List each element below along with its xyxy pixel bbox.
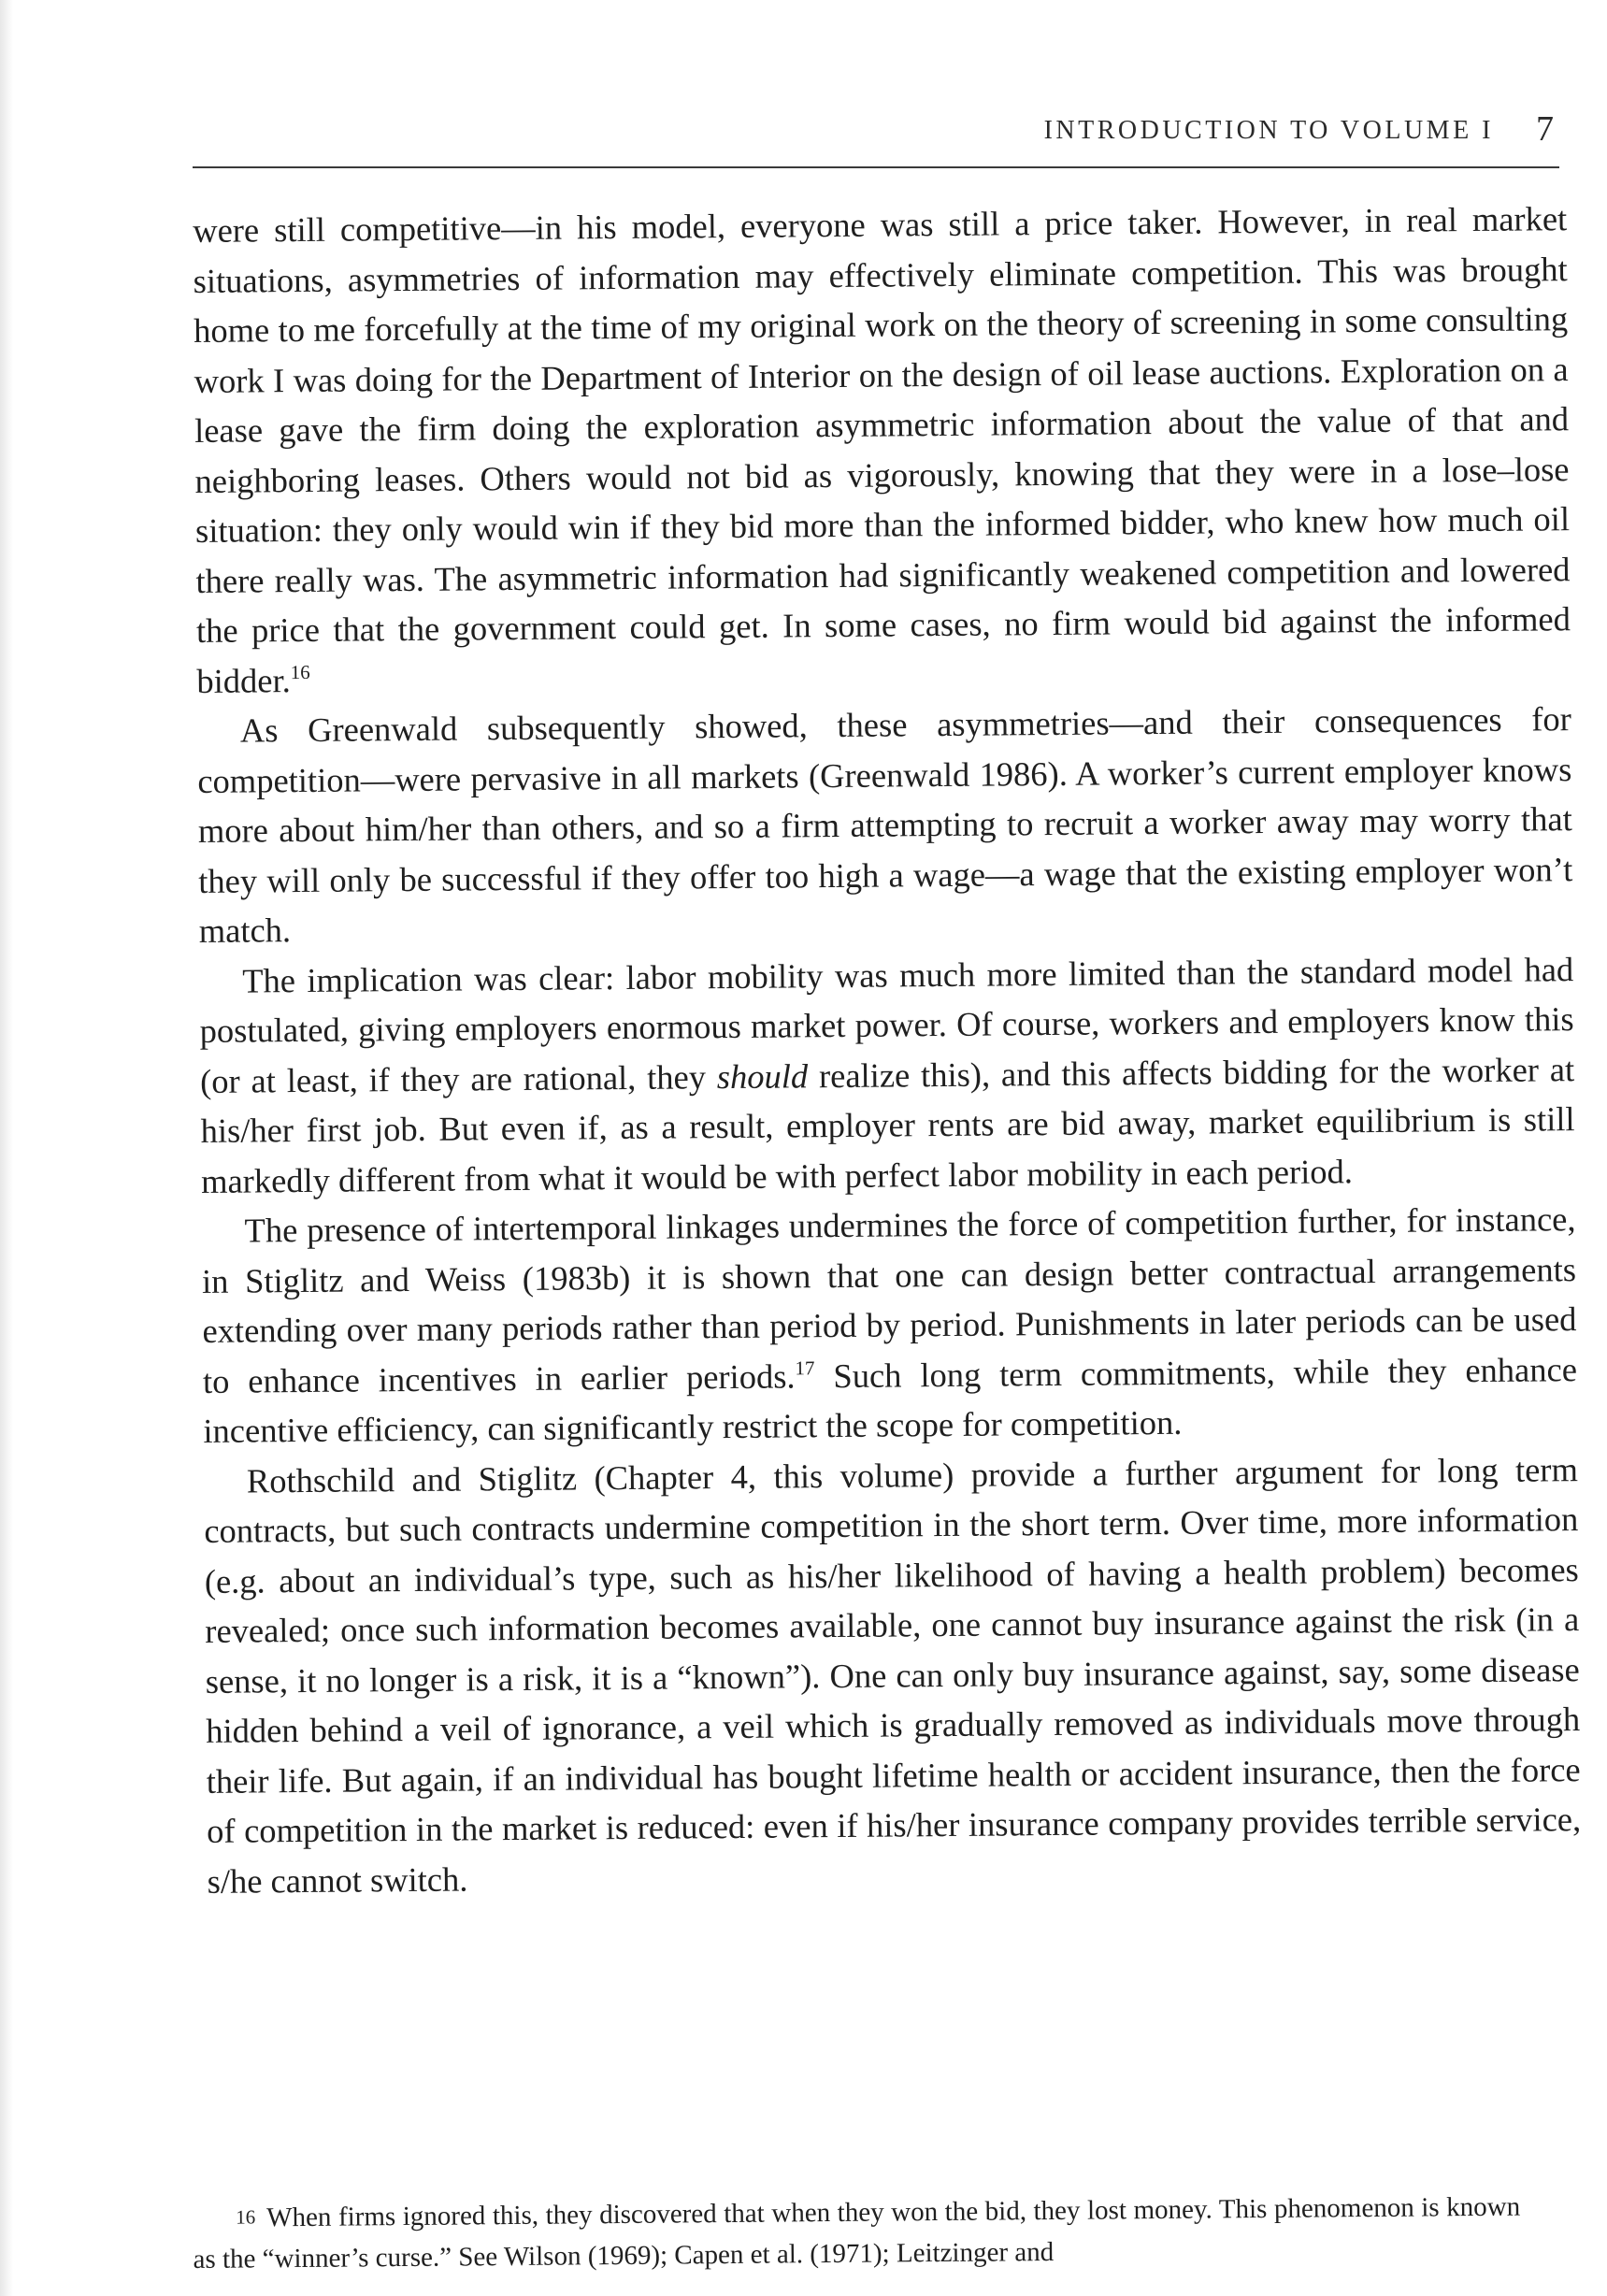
paragraph-1 — [193, 194, 1571, 706]
footnotes — [193, 2186, 1521, 2280]
footnote-text: When firms ignored this, they discovered that when they won the bid, they lost money. This phenomenon is known as the “winner’s curse.” See Wilson (1969); Capen et al. (1971); Leitzinger and — [193, 2191, 1521, 2274]
paragraph-3-text-b: realize this), and this affects bidding for the worker at his/her first job. But even if, as a result, employer rents are bid away, market equilibrium is still markedly different from what it would be with perfect labor mobility in each period. — [200, 1049, 1575, 1200]
paragraph-5: Rothschild and Stiglitz (Chapter 4, this volume) provide a further argument for long term contracts, but such contracts undermine competition in the short term. Over time, more information (e.g. about an individual’s type, such as his/her likelihood of having a health problem) becomes revealed; once such information becomes available, one cannot buy insurance against the risk (in a sense, it no longer is a risk, it is a “known”). One can only buy insurance against, say, some disease hidden behind a veil of ignorance, a veil which is gradually removed as individuals move through their life. But again, if an individual has bought lifetime health or accident insurance, then the force of competition in the market is reduced: even if his/her insurance company provides terrible service, s/he cannot switch. — [204, 1449, 1582, 1901]
running-head — [193, 108, 1559, 166]
footnote-mark: 16 — [236, 2205, 256, 2229]
footnote-16 — [193, 2186, 1521, 2280]
paragraph-3 — [199, 944, 1575, 1206]
paragraph-4-text-b: Such long term commitments, while they enhance incentive efficiency, can significantly restrict the scope for competition. — [203, 1349, 1578, 1450]
footnote-ref-17: 17 — [795, 1356, 815, 1379]
paragraph-4 — [201, 1194, 1577, 1456]
footnote-ref-16: 16 — [290, 660, 310, 683]
body-text — [193, 194, 1582, 1906]
paragraph-3-text-a: The implication was clear: labor mobility was much more limited than the standard model had postulated, giving employers enormous market power. Of course, workers and employers know this (or at least, if they are rational, they — [199, 949, 1574, 1100]
page-number: 7 — [1536, 109, 1554, 149]
running-title: INTRODUCTION TO VOLUME I — [1043, 116, 1494, 145]
emphasis-should: should — [716, 1055, 809, 1096]
header-rule — [193, 166, 1559, 168]
paragraph-1-text: were still competitive—in his model, everyone was still a price taker. However, in real market situations, asymmetries of information may effectively eliminate competition. This was brought home to me forcefully at the time of my original work on the theory of screening in some consulting work I was doing for the Department of Interior on the design of oil lease auctions. Exploration on a lease gave the firm doing the exploration asymmetric information about the value of that and neighboring leases. Others would not bid as vigorously, knowing that they were in a lose–lose situation: they only would win if they bid more than the informed bidder, who knew how much oil there really was. The asymmetric information had significantly weakened competition and lowered the price that the government could get. In some cases, no firm would bid against the informed bidder. — [193, 199, 1571, 700]
paragraph-2: As Greenwald subsequently showed, these asymmetries—and their consequences for competition—were pervasive in all markets (Greenwald 1986). A worker’s current employer knows more about him/her than others, and so a firm attempting to recruit a worker away may worry that they will only be successful if they offer too high a wage—a wage that the existing employer won’t match. — [197, 699, 1573, 950]
page-edge-shadow — [0, 0, 13, 2296]
paragraph-4-text-a: The presence of intertemporal linkages undermines the force of competition further, for instance, in Stiglitz and Weiss (1983b) it is shown that one can design better contractual arrangements extending over many periods rather than period by period. Punishments in later periods can be used to enhance incentives in earlier periods. — [201, 1199, 1577, 1400]
